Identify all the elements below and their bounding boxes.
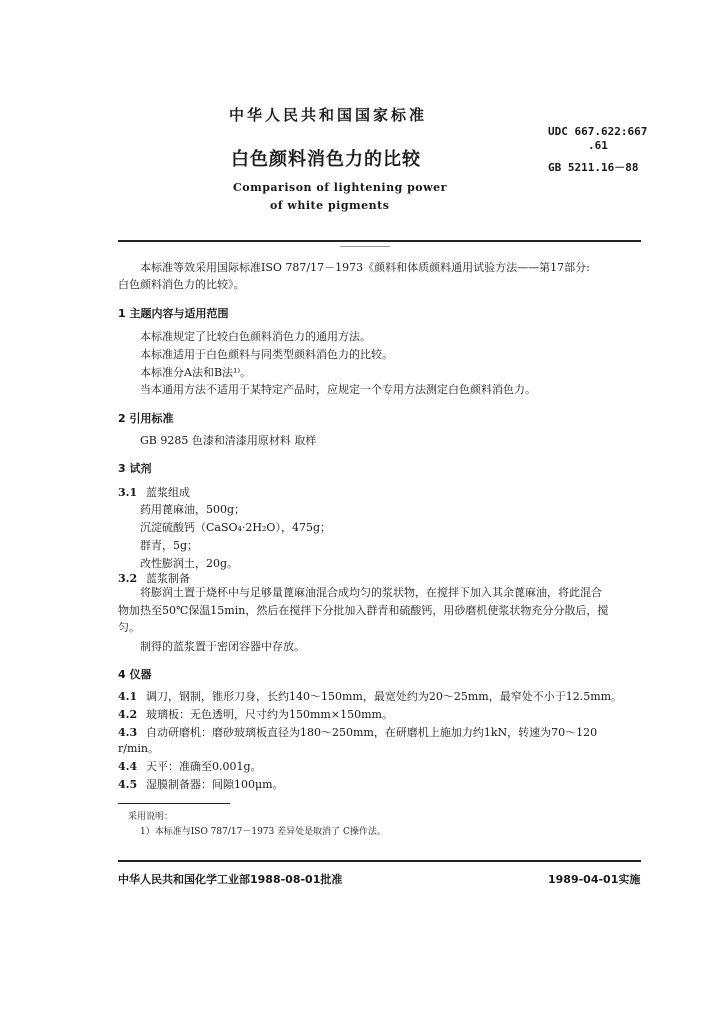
english-title-line-2: of white pigments: [270, 199, 390, 212]
udc-code-continued: .61: [588, 139, 608, 152]
intro-line-1: 本标准等效采用国际标准ISO 787/17－1973《颜料和体质颜料通用试验方法——第17部分:: [140, 261, 590, 274]
section-1-line: 本标准规定了比较白色颜料消色力的通用方法。: [140, 330, 371, 343]
instrument-text: 自动研磨机：磨砂玻璃板直径为180～250mm，在研磨机上施加力约1kN，转速为70～120: [146, 726, 598, 739]
subsection-3-2-title: 蓝浆制备: [146, 572, 190, 585]
section-2-heading: 2 引用标准: [118, 412, 174, 425]
preparation-line: 将膨润土置于烧杯中与足够量蓖麻油混合成均匀的浆状物，在搅拌下加入其余蓖麻油，将此混合: [140, 586, 602, 599]
instrument-text: 天平：准确至0.001g。: [146, 760, 262, 773]
approval-date: 中华人民共和国化学工业部1988-08-01批准: [118, 873, 343, 886]
preparation-storage-line: 制得的蓝浆置于密闭容器中存放。: [140, 640, 305, 653]
preparation-line: 物加热至50℃保温15min，然后在搅拌下分批加入群青和硫酸钙，用砂磨机使浆状物充分分散后，搅: [118, 604, 609, 617]
instrument-text: 玻璃板：无色透明，尺寸约为150mm×150mm。: [146, 708, 393, 721]
footnote-rule: [118, 803, 230, 804]
footnote-label: 采用说明：: [128, 812, 174, 822]
section-4-heading: 4 仪器: [118, 668, 152, 681]
instrument-number: 4.3: [118, 726, 138, 739]
english-title-line-1: Comparison of lightening power: [233, 181, 447, 194]
section-1-line: 本标准适用于白色颜料与同类型颜料消色力的比较。: [140, 348, 393, 361]
section-1-heading: 1 主题内容与适用范围: [118, 307, 229, 320]
subsection-3-1-title: 蓝浆组成: [146, 486, 190, 499]
section-1-line: 当本通用方法不适用于某特定产品时，应规定一个专用方法测定白色颜料消色力。: [140, 383, 536, 396]
referenced-standard: GB 9285 色漆和清漆用原材料 取样: [140, 434, 317, 447]
reagent-item: 改性膨润土，20g。: [140, 557, 239, 570]
reagent-item: 沉淀硫酸钙（CaSO₄·2H₂O），475g；: [140, 521, 331, 534]
effective-date: 1989-04-01实施: [548, 873, 641, 886]
section-1-line: 本标准分A法和B法¹⁾。: [140, 366, 252, 379]
preparation-line: 匀。: [118, 621, 140, 634]
reagent-item: 药用蓖麻油，500g；: [140, 503, 246, 516]
footnote-text: 1）本标准与ISO 787/17－1973 差异处是取消了 C操作法。: [140, 827, 386, 837]
udc-code: UDC 667.622:667: [548, 125, 648, 138]
gb-code: GB 5211.16－88: [548, 161, 639, 174]
instrument-number: 4.5: [118, 778, 138, 791]
instrument-number: 4.1: [118, 690, 138, 703]
bottom-rule: [118, 860, 641, 862]
header-rule: [118, 240, 641, 242]
intro-line-2: 白色颜料消色力的比较》。: [118, 278, 245, 291]
standard-name: 中华人民共和国国家标准: [229, 106, 428, 124]
instrument-text-continued: r/min。: [118, 742, 159, 755]
instrument-text: 调刀，钢制，锥形刀身，长约140～150mm，最宽处约为20～25mm，最窄处不小于12.5mm。: [146, 690, 623, 703]
document-title: 白色颜料消色力的比较: [231, 149, 421, 170]
reagent-item: 群青，5g；: [140, 539, 199, 552]
instrument-text: 湿膜制备器：间隙100μm。: [146, 778, 284, 791]
instrument-number: 4.4: [118, 760, 138, 773]
subsection-3-2-number: 3.2: [118, 572, 138, 585]
header-rule-mark: [340, 246, 390, 247]
section-3-heading: 3 试剂: [118, 462, 152, 475]
instrument-number: 4.2: [118, 708, 138, 721]
subsection-3-1-number: 3.1: [118, 486, 138, 499]
